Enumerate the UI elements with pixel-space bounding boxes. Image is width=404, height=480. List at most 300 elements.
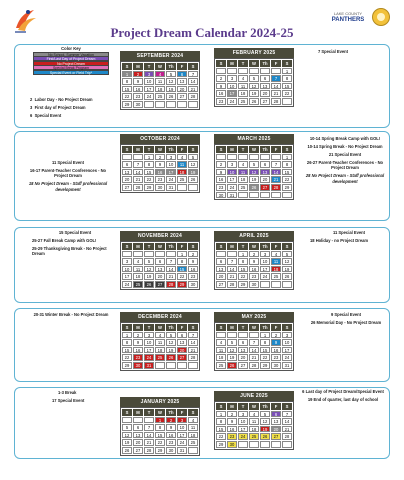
calendar-april-2025 — [214, 231, 294, 290]
day-cell: 8 — [144, 161, 154, 168]
day-cell: 22 — [177, 273, 187, 280]
day-cell: 3 — [144, 332, 154, 339]
day-cell: 3 — [282, 332, 292, 339]
day-cell: 26 — [249, 98, 259, 105]
weekday-header: S — [216, 403, 226, 410]
day-cell: 7 — [188, 71, 198, 78]
day-cell: 29 — [216, 441, 226, 448]
empty-day-cell — [249, 154, 259, 161]
day-cell: 18 — [271, 266, 281, 273]
events-apr: 11 Special Event 18 Holiday - no Project Dream — [310, 230, 369, 243]
day-cell: 12 — [166, 78, 176, 85]
day-cell: 11 — [249, 418, 259, 425]
empty-day-cell — [177, 184, 187, 191]
day-cell: 20 — [271, 426, 281, 433]
day-cell: 19 — [249, 176, 259, 183]
weekday-header: W — [249, 146, 259, 153]
empty-day-cell — [238, 192, 248, 199]
page-title: Project Dream Calendar 2024-25 — [110, 25, 294, 40]
day-cell: 27 — [155, 281, 165, 288]
day-cell: 10 — [177, 424, 187, 431]
day-cell: 16 — [216, 90, 226, 97]
day-cell: 5 — [282, 251, 292, 258]
day-cell: 8 — [260, 339, 270, 346]
day-cell: 30 — [166, 447, 176, 454]
day-cell: 14 — [282, 418, 292, 425]
day-cell: 13 — [177, 78, 187, 85]
day-cell: 25 — [238, 98, 248, 105]
empty-day-cell — [260, 281, 270, 288]
day-cell: 22 — [155, 439, 165, 446]
weekday-header: M — [227, 243, 237, 250]
empty-day-cell — [260, 192, 270, 199]
day-cell: 4 — [238, 161, 248, 168]
month-grid — [120, 144, 200, 193]
weekday-header: S — [282, 403, 292, 410]
day-cell: 12 — [227, 347, 237, 354]
day-cell: 1 — [122, 332, 132, 339]
events-feb: 7 Special Event — [318, 49, 349, 54]
day-cell: 12 — [144, 266, 154, 273]
day-cell: 8 — [216, 418, 226, 425]
day-cell: 11 — [155, 339, 165, 346]
day-cell: 9 — [133, 78, 143, 85]
weekday-header: Th — [260, 403, 270, 410]
events-jun: 6 Last day of Project Dream/Special Event 19 End of quarter, last day of school — [302, 389, 384, 402]
day-cell: 19 — [227, 354, 237, 361]
day-cell: 26 — [144, 281, 154, 288]
day-cell: 9 — [249, 258, 259, 265]
day-cell: 11 — [133, 266, 143, 273]
day-cell: 20 — [155, 273, 165, 280]
day-cell: 28 — [271, 184, 281, 191]
empty-day-cell — [188, 362, 198, 369]
day-cell: 18 — [133, 273, 143, 280]
month-grid — [214, 401, 294, 450]
day-cell: 7 — [249, 339, 259, 346]
day-cell: 25 — [238, 184, 248, 191]
day-cell: 29 — [122, 101, 132, 108]
day-cell: 7 — [271, 75, 281, 82]
day-cell: 24 — [144, 93, 154, 100]
weekday-header: S — [282, 60, 292, 67]
day-cell: 23 — [249, 273, 259, 280]
day-cell: 20 — [133, 439, 143, 446]
day-cell: 17 — [144, 347, 154, 354]
empty-day-cell — [249, 68, 259, 75]
weekday-header: W — [155, 243, 165, 250]
weekday-header: S — [188, 146, 198, 153]
day-cell: 27 — [271, 433, 281, 440]
day-cell: 2 — [166, 417, 176, 424]
day-cell: 25 — [155, 354, 165, 361]
empty-day-cell — [282, 192, 292, 199]
weekday-header: W — [155, 146, 165, 153]
day-cell: 13 — [122, 169, 132, 176]
brand-name-text: PANTHERS — [331, 17, 365, 23]
empty-day-cell — [122, 417, 132, 424]
weekday-header: T — [144, 63, 154, 70]
day-cell: 17 — [227, 90, 237, 97]
day-cell: 15 — [177, 266, 187, 273]
month-grid — [214, 241, 294, 290]
weekday-header: Th — [260, 60, 270, 67]
day-cell: 23 — [216, 184, 226, 191]
weekday-header: T — [238, 324, 248, 331]
day-cell: 16 — [227, 426, 237, 433]
weekday-header: M — [133, 146, 143, 153]
weekday-header: M — [133, 63, 143, 70]
month-title: FEBRUARY 2025 — [214, 48, 294, 58]
color-key — [33, 46, 109, 75]
day-cell: 14 — [271, 169, 281, 176]
day-cell: 29 — [144, 184, 154, 191]
day-cell: 4 — [271, 251, 281, 258]
empty-day-cell — [271, 192, 281, 199]
day-cell: 18 — [249, 426, 259, 433]
weekday-header: Th — [166, 409, 176, 416]
day-cell: 23 — [216, 98, 226, 105]
day-cell: 19 — [166, 86, 176, 93]
empty-day-cell — [271, 281, 281, 288]
day-cell: 10 — [238, 418, 248, 425]
month-title: JUNE 2025 — [214, 391, 294, 401]
weekday-header: F — [177, 146, 187, 153]
day-cell: 22 — [282, 176, 292, 183]
weekday-header: M — [133, 409, 143, 416]
day-cell: 27 — [177, 354, 187, 361]
weekday-header: F — [271, 146, 281, 153]
color-key-title: Color Key — [61, 46, 81, 51]
day-cell: 9 — [216, 169, 226, 176]
weekday-header: Th — [260, 146, 270, 153]
day-cell: 27 — [238, 362, 248, 369]
day-cell: 6 — [260, 161, 270, 168]
day-cell: 20 — [260, 90, 270, 97]
weekday-header: Th — [260, 324, 270, 331]
weekday-header: F — [177, 243, 187, 250]
day-cell: 30 — [227, 441, 237, 448]
empty-day-cell — [166, 101, 176, 108]
day-cell: 1 — [216, 411, 226, 418]
day-cell: 11 — [216, 347, 226, 354]
empty-day-cell — [282, 98, 292, 105]
empty-day-cell — [271, 441, 281, 448]
calendar-october-2024 — [120, 134, 200, 193]
day-cell: 6 — [260, 75, 270, 82]
calendar-september-2024 — [120, 51, 200, 110]
day-cell: 21 — [144, 439, 154, 446]
day-cell: 17 — [166, 169, 176, 176]
day-cell: 17 — [238, 426, 248, 433]
day-cell: 17 — [227, 176, 237, 183]
day-cell: 23 — [188, 273, 198, 280]
day-cell: 5 — [249, 75, 259, 82]
day-cell: 21 — [271, 90, 281, 97]
day-cell: 21 — [282, 426, 292, 433]
weekday-header: F — [177, 63, 187, 70]
empty-day-cell — [133, 251, 143, 258]
day-cell: 28 — [133, 184, 143, 191]
month-grid — [214, 322, 294, 371]
district-seal-icon — [372, 8, 390, 26]
day-cell: 1 — [282, 68, 292, 75]
weekday-header: M — [227, 324, 237, 331]
day-cell: 17 — [282, 347, 292, 354]
day-cell: 19 — [282, 266, 292, 273]
day-cell: 20 — [216, 273, 226, 280]
day-cell: 16 — [271, 347, 281, 354]
weekday-header: S — [122, 63, 132, 70]
empty-day-cell — [238, 68, 248, 75]
day-cell: 6 — [238, 339, 248, 346]
weekday-header: M — [227, 146, 237, 153]
day-cell: 6 — [177, 71, 187, 78]
weekday-header: T — [144, 409, 154, 416]
empty-day-cell — [260, 154, 270, 161]
weekday-header: F — [177, 324, 187, 331]
day-cell: 20 — [260, 176, 270, 183]
day-cell: 12 — [282, 258, 292, 265]
day-cell: 23 — [133, 93, 143, 100]
weekday-header: Th — [166, 63, 176, 70]
day-cell: 11 — [177, 161, 187, 168]
empty-day-cell — [133, 154, 143, 161]
day-cell: 28 — [227, 281, 237, 288]
day-cell: 28 — [249, 362, 259, 369]
weekday-header: S — [216, 146, 226, 153]
weekday-header: S — [216, 243, 226, 250]
day-cell: 26 — [249, 184, 259, 191]
day-cell: 28 — [188, 354, 198, 361]
month-title: MARCH 2025 — [214, 134, 294, 144]
day-cell: 19 — [260, 426, 270, 433]
key-special-event: Special Event or Field Trip* — [33, 70, 109, 75]
day-cell: 18 — [238, 176, 248, 183]
day-cell: 3 — [144, 71, 154, 78]
empty-day-cell — [227, 332, 237, 339]
day-cell: 7 — [166, 258, 176, 265]
day-cell: 5 — [227, 339, 237, 346]
weekday-header: W — [155, 324, 165, 331]
day-cell: 12 — [260, 418, 270, 425]
day-cell: 20 — [177, 347, 187, 354]
day-cell: 16 — [249, 266, 259, 273]
month-grid — [120, 322, 200, 371]
weekday-header: S — [282, 243, 292, 250]
day-cell: 13 — [177, 339, 187, 346]
day-cell: 4 — [238, 75, 248, 82]
day-cell: 17 — [144, 86, 154, 93]
day-cell: 24 — [260, 273, 270, 280]
day-cell: 30 — [133, 362, 143, 369]
day-cell: 8 — [122, 339, 132, 346]
day-cell: 24 — [227, 98, 237, 105]
day-cell: 24 — [166, 176, 176, 183]
day-cell: 6 — [133, 424, 143, 431]
page-header — [0, 0, 404, 42]
day-cell: 18 — [177, 169, 187, 176]
day-cell: 9 — [133, 339, 143, 346]
day-cell: 25 — [216, 362, 226, 369]
key-no-project-dream: No Project Dream — [33, 61, 109, 66]
weekday-header: S — [216, 60, 226, 67]
day-cell: 6 — [177, 332, 187, 339]
day-cell: 30 — [155, 184, 165, 191]
weekday-header: S — [216, 324, 226, 331]
day-cell: 16 — [216, 176, 226, 183]
day-cell: 4 — [249, 411, 259, 418]
day-cell: 24 — [177, 439, 187, 446]
empty-day-cell — [155, 101, 165, 108]
weekday-header: S — [188, 63, 198, 70]
weekday-header: M — [227, 60, 237, 67]
day-cell: 13 — [260, 169, 270, 176]
day-cell: 27 — [216, 281, 226, 288]
day-cell: 11 — [238, 83, 248, 90]
day-cell: 22 — [122, 93, 132, 100]
weekday-header: T — [144, 243, 154, 250]
day-cell: 15 — [260, 347, 270, 354]
day-cell: 26 — [122, 447, 132, 454]
day-cell: 25 — [133, 281, 143, 288]
empty-day-cell — [166, 251, 176, 258]
day-cell: 21 — [188, 86, 198, 93]
day-cell: 19 — [144, 273, 154, 280]
day-cell: 24 — [238, 433, 248, 440]
day-cell: 29 — [260, 362, 270, 369]
day-cell: 7 — [271, 161, 281, 168]
day-cell: 11 — [238, 169, 248, 176]
weekday-header: W — [155, 409, 165, 416]
day-cell: 15 — [122, 86, 132, 93]
day-cell: 3 — [238, 411, 248, 418]
empty-day-cell — [260, 441, 270, 448]
weekday-header: F — [271, 403, 281, 410]
day-cell: 26 — [166, 93, 176, 100]
empty-day-cell — [216, 251, 226, 258]
day-cell: 27 — [122, 184, 132, 191]
day-cell: 9 — [155, 161, 165, 168]
calendar-december-2024 — [120, 312, 200, 371]
empty-day-cell — [188, 447, 198, 454]
day-cell: 18 — [155, 347, 165, 354]
day-cell: 1 — [144, 154, 154, 161]
day-cell: 15 — [216, 426, 226, 433]
day-cell: 28 — [166, 281, 176, 288]
day-cell: 21 — [133, 176, 143, 183]
weekday-header: Th — [166, 146, 176, 153]
day-cell: 5 — [249, 161, 259, 168]
day-cell: 6 — [271, 411, 281, 418]
events-jan: 1-3 Break 17 Special Event — [52, 390, 85, 403]
day-cell: 20 — [177, 86, 187, 93]
day-cell: 24 — [227, 184, 237, 191]
day-cell: 1 — [155, 417, 165, 424]
weekday-header: S — [282, 324, 292, 331]
weekday-header: S — [122, 243, 132, 250]
day-cell: 19 — [166, 347, 176, 354]
empty-day-cell — [216, 154, 226, 161]
day-cell: 23 — [166, 439, 176, 446]
day-cell: 31 — [166, 184, 176, 191]
day-cell: 21 — [227, 273, 237, 280]
weekday-header: W — [249, 243, 259, 250]
day-cell: 7 — [227, 258, 237, 265]
day-cell: 15 — [155, 432, 165, 439]
day-cell: 14 — [133, 169, 143, 176]
day-cell: 7 — [144, 424, 154, 431]
day-cell: 20 — [238, 354, 248, 361]
day-cell: 10 — [166, 161, 176, 168]
weekday-header: Th — [260, 243, 270, 250]
day-cell: 10 — [227, 169, 237, 176]
day-cell: 23 — [271, 354, 281, 361]
day-cell: 15 — [238, 266, 248, 273]
day-cell: 27 — [133, 447, 143, 454]
day-cell: 30 — [249, 281, 259, 288]
day-cell: 20 — [122, 176, 132, 183]
day-cell: 2 — [271, 332, 281, 339]
day-cell: 30 — [271, 362, 281, 369]
month-title: NOVEMBER 2024 — [120, 231, 200, 241]
empty-day-cell — [155, 362, 165, 369]
weekday-header: F — [177, 409, 187, 416]
day-cell: 31 — [144, 362, 154, 369]
weekday-header: T — [238, 146, 248, 153]
day-cell: 14 — [249, 347, 259, 354]
day-cell: 9 — [271, 339, 281, 346]
day-cell: 28 — [144, 447, 154, 454]
day-cell: 27 — [177, 93, 187, 100]
day-cell: 23 — [155, 176, 165, 183]
day-cell: 19 — [188, 169, 198, 176]
weekday-header: Th — [166, 324, 176, 331]
weekday-header: T — [238, 403, 248, 410]
day-cell: 14 — [188, 339, 198, 346]
month-title: DECEMBER 2024 — [120, 312, 200, 322]
weekday-header: S — [188, 409, 198, 416]
day-cell: 25 — [271, 273, 281, 280]
empty-day-cell — [249, 192, 259, 199]
day-cell: 1 — [260, 332, 270, 339]
day-cell: 2 — [227, 411, 237, 418]
calendar-may-2025 — [214, 312, 294, 371]
day-cell: 19 — [122, 439, 132, 446]
empty-day-cell — [227, 68, 237, 75]
day-cell: 21 — [188, 347, 198, 354]
day-cell: 29 — [238, 281, 248, 288]
empty-day-cell — [238, 332, 248, 339]
day-cell: 3 — [122, 258, 132, 265]
day-cell: 1 — [238, 251, 248, 258]
day-cell: 13 — [271, 418, 281, 425]
month-grid — [214, 144, 294, 200]
day-cell: 12 — [188, 161, 198, 168]
key-no-school: No School- Summer Vacation — [33, 52, 109, 57]
day-cell: 17 — [260, 266, 270, 273]
day-cell: 10 — [144, 78, 154, 85]
empty-day-cell — [177, 362, 187, 369]
month-title: MAY 2025 — [214, 312, 294, 322]
day-cell: 2 — [155, 154, 165, 161]
day-cell: 12 — [122, 432, 132, 439]
day-cell: 24 — [282, 354, 292, 361]
weekday-header: F — [271, 243, 281, 250]
day-cell: 8 — [155, 424, 165, 431]
day-cell: 25 — [155, 93, 165, 100]
day-cell: 18 — [155, 86, 165, 93]
